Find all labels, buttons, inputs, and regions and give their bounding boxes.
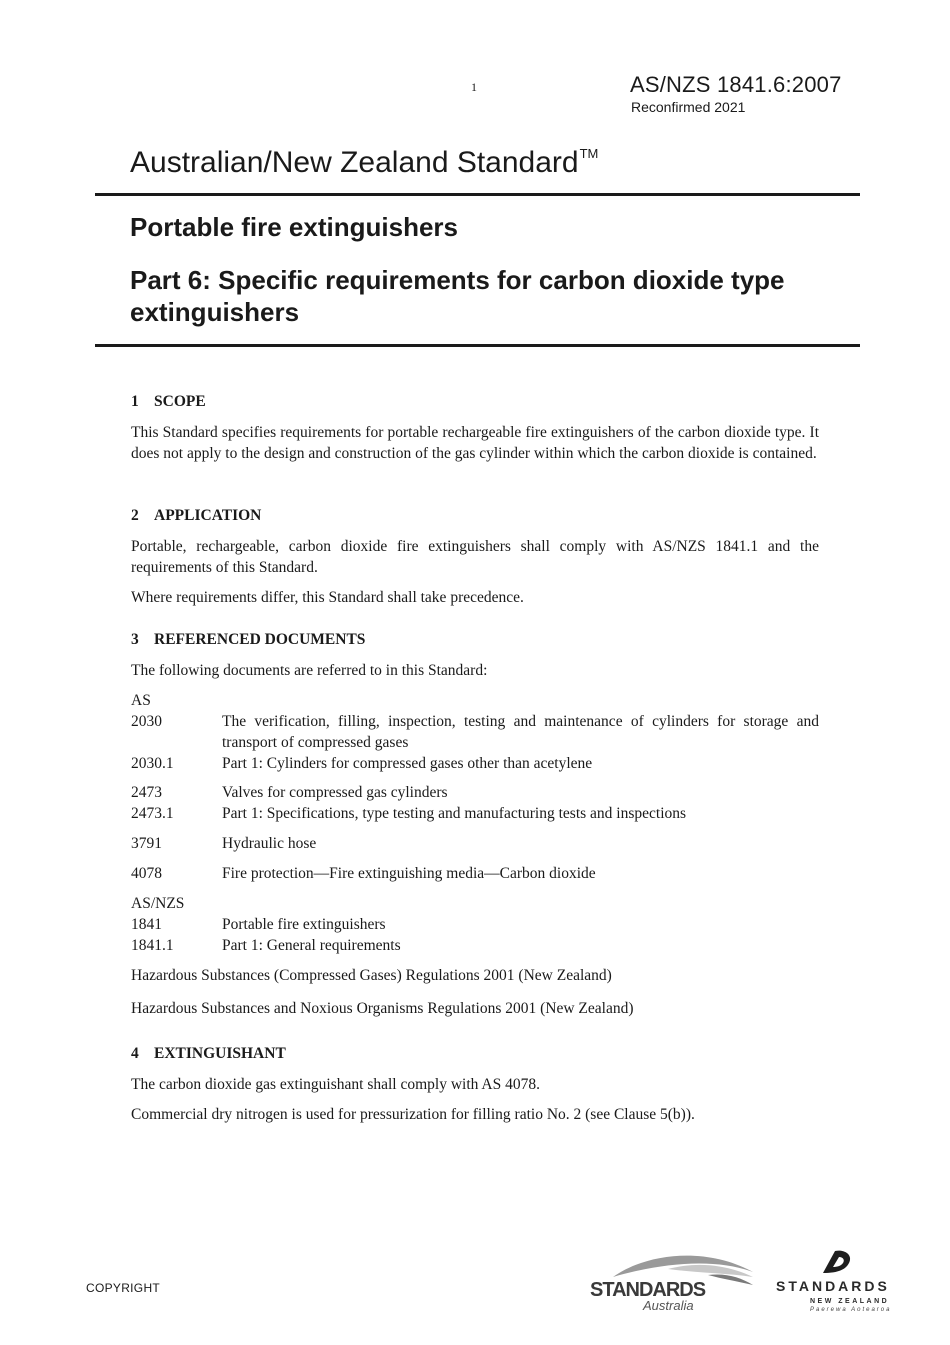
reference-code: 4078 (131, 865, 162, 882)
reference-code: 2030 (131, 713, 162, 730)
top-rule (95, 193, 860, 196)
standard-heading-text: Australian/New Zealand Standard (130, 146, 579, 179)
section-heading-extinguishant (131, 1045, 286, 1063)
section-number: 1 (131, 393, 139, 410)
section-title: APPLICATION (154, 507, 262, 524)
regulation-item: Hazardous Substances (Compressed Gases) Regulations 2001 (New Zealand) (131, 967, 612, 984)
document-title: Portable fire extinguishers (130, 212, 458, 242)
document-part-title: Part 6: Specific requirements for carbon dioxide type extinguishers (130, 265, 785, 327)
scope-paragraph: This Standard specifies requirements for portable rechargeable fire extinguishers of the carbon dioxide type. It does not apply to the design and construction of the gas cylinder within which the carbon dioxide is contained. (131, 424, 819, 462)
reconfirmed-note: Reconfirmed 2021 (631, 99, 746, 115)
standards-nz-subtext: NEW ZEALAND (810, 1298, 890, 1305)
standards-nz-maori-subtext: Paerewa Aotearoa (810, 1307, 892, 1313)
section-heading-referenced-documents (131, 631, 365, 649)
reference-title: Portable fire extinguishers (222, 916, 386, 933)
reference-group-asnzs: AS/NZS (131, 895, 185, 912)
standards-australia-subtext: Australia (643, 1298, 694, 1313)
referenced-intro: The following documents are referred to in this Standard: (131, 662, 488, 679)
reference-code: 2473.1 (131, 805, 174, 822)
reference-title: Valves for compressed gas cylinders (222, 784, 448, 801)
reference-title: Fire protection—Fire extinguishing media—Carbon dioxide (222, 865, 596, 882)
section-heading-scope (131, 393, 206, 411)
section-title: SCOPE (154, 393, 206, 410)
snz-mark-icon (815, 1247, 857, 1277)
page-number: 1 (471, 80, 477, 94)
reference-title: Hydraulic hose (222, 835, 317, 852)
bottom-rule (95, 344, 860, 347)
reference-code: 1841.1 (131, 937, 174, 954)
section-number: 2 (131, 507, 139, 524)
standard-heading (130, 146, 598, 180)
section-heading-application (131, 507, 261, 525)
reference-title: Part 1: Specifications, type testing and manufacturing tests and inspections (222, 805, 687, 822)
section-title: REFERENCED DOCUMENTS (154, 631, 366, 648)
reference-code: 3791 (131, 835, 162, 852)
application-paragraph-2: Where requirements differ, this Standard shall take precedence. (131, 589, 524, 606)
reference-title: Part 1: General requirements (222, 937, 401, 954)
trademark-mark: TM (579, 146, 599, 161)
section-number: 3 (131, 631, 139, 648)
section-title: EXTINGUISHANT (154, 1045, 286, 1062)
section-number: 4 (131, 1045, 139, 1062)
reference-code: 1841 (131, 916, 162, 933)
standards-nz-wordmark: STANDARDS (776, 1278, 890, 1294)
standard-number: AS/NZS 1841.6:2007 (630, 72, 842, 97)
reference-code: 2473 (131, 784, 162, 801)
application-paragraph-1: Portable, rechargeable, carbon dioxide fire extinguishers shall comply with AS/NZS 1841.1 and the requirements of this Standard. (131, 538, 819, 576)
extinguishant-paragraph-1: The carbon dioxide gas extinguishant shall comply with AS 4078. (131, 1076, 540, 1093)
regulation-item: Hazardous Substances and Noxious Organisms Regulations 2001 (New Zealand) (131, 1000, 634, 1017)
standards-australia-wordmark: STANDARDS (590, 1279, 706, 1301)
standards-new-zealand-logo (770, 1243, 895, 1318)
reference-group-as: AS (131, 692, 151, 709)
reference-code: 2030.1 (131, 755, 174, 772)
copyright-notice: COPYRIGHT (86, 1281, 161, 1295)
reference-title: The verification, filling, inspection, testing and maintenance of cylinders for storage and transport of compressed gases (222, 713, 819, 751)
reference-title: Part 1: Cylinders for compressed gases other than acetylene (222, 755, 593, 772)
extinguishant-paragraph-2: Commercial dry nitrogen is used for pressurization for filling ratio No. 2 (see Clause 5(b)). (131, 1106, 695, 1123)
standards-australia-logo (588, 1243, 763, 1313)
